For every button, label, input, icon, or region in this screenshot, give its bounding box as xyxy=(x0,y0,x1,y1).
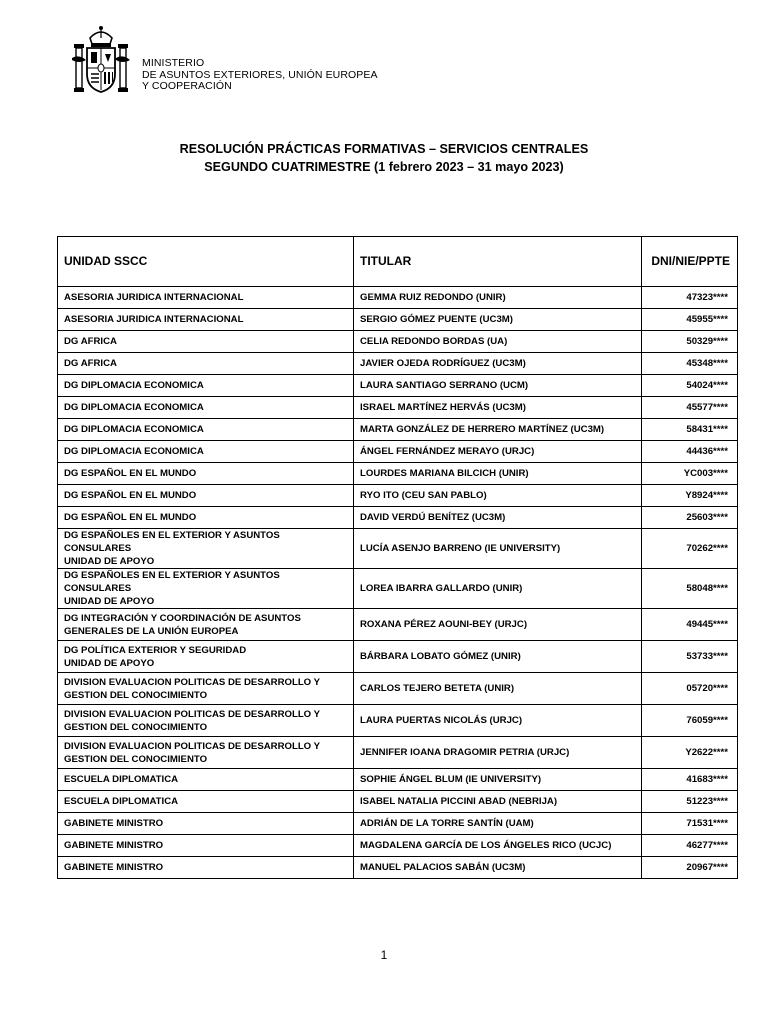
cell-titular: ISRAEL MARTÍNEZ HERVÁS (UC3M) xyxy=(354,397,642,419)
table-row xyxy=(58,419,738,441)
cell-dni: 45348**** xyxy=(642,353,738,375)
cell-titular: BÁRBARA LOBATO GÓMEZ (UNIR) xyxy=(354,641,642,673)
cell-dni: YC003**** xyxy=(642,463,738,485)
cell-unidad xyxy=(58,353,354,375)
assignments-table xyxy=(57,236,738,879)
unidad-line: DIVISION EVALUACION POLITICAS DE DESARROLLO Y xyxy=(64,676,321,688)
table-row xyxy=(58,529,738,569)
cell-unidad xyxy=(58,769,354,791)
cell-dni: 20967**** xyxy=(642,857,738,879)
cell-titular: ISABEL NATALIA PICCINI ABAD (NEBRIJA) xyxy=(354,791,642,813)
cell-unidad xyxy=(58,485,354,507)
cell-dni: 49445**** xyxy=(642,609,738,641)
unidad-line: DG DIPLOMACIA ECONOMICA xyxy=(64,380,204,391)
table-row xyxy=(58,375,738,397)
table-row xyxy=(58,641,738,673)
cell-dni: 58431**** xyxy=(642,419,738,441)
unidad-line: GESTION DEL CONOCIMIENTO xyxy=(64,689,208,701)
cell-unidad xyxy=(58,529,354,569)
table-row xyxy=(58,331,738,353)
ministry-name xyxy=(142,58,378,93)
cell-dni: 51223**** xyxy=(642,791,738,813)
letterhead xyxy=(70,24,378,100)
table-row xyxy=(58,835,738,857)
unidad-line: DG ESPAÑOLES EN EL EXTERIOR Y ASUNTOS CONSULARES xyxy=(64,570,280,594)
table-row xyxy=(58,569,738,609)
cell-unidad xyxy=(58,441,354,463)
cell-dni: 25603**** xyxy=(642,507,738,529)
cell-titular: ROXANA PÉREZ AOUNI-BEY (URJC) xyxy=(354,609,642,641)
cell-titular: LOURDES MARIANA BILCICH (UNIR) xyxy=(354,463,642,485)
cell-dni: 76059**** xyxy=(642,705,738,737)
table-body xyxy=(58,287,738,879)
cell-unidad xyxy=(58,463,354,485)
unidad-line: GABINETE MINISTRO xyxy=(64,862,164,873)
cell-titular: LAURA PUERTAS NICOLÁS (URJC) xyxy=(354,705,642,737)
table-row xyxy=(58,609,738,641)
cell-titular: CARLOS TEJERO BETETA (UNIR) xyxy=(354,673,642,705)
cell-dni: 41683**** xyxy=(642,769,738,791)
table-row xyxy=(58,309,738,331)
cell-dni: Y8924**** xyxy=(642,485,738,507)
ministry-line: DE ASUNTOS EXTERIORES, UNIÓN EUROPEA xyxy=(142,68,378,81)
cell-unidad xyxy=(58,857,354,879)
cell-titular: JENNIFER IOANA DRAGOMIR PETRIA (URJC) xyxy=(354,737,642,769)
cell-dni: 50329**** xyxy=(642,331,738,353)
table-row xyxy=(58,287,738,309)
unidad-line: DG AFRICA xyxy=(64,358,117,369)
cell-titular: RYO ITO (CEU SAN PABLO) xyxy=(354,485,642,507)
cell-unidad xyxy=(58,641,354,673)
table-row xyxy=(58,673,738,705)
cell-unidad xyxy=(58,569,354,609)
unidad-line: DG INTEGRACIÓN Y COORDINACIÓN DE ASUNTOS xyxy=(64,612,301,624)
unidad-line: DG DIPLOMACIA ECONOMICA xyxy=(64,424,204,435)
cell-titular: LUCÍA ASENJO BARRENO (IE UNIVERSITY) xyxy=(354,529,642,569)
table-row xyxy=(58,397,738,419)
title-line-1: RESOLUCIÓN PRÁCTICAS FORMATIVAS – SERVICIOS CENTRALES xyxy=(179,142,589,156)
ministry-line: MINISTERIO xyxy=(142,57,205,69)
unidad-line: DG ESPAÑOLES EN EL EXTERIOR Y ASUNTOS CONSULARES xyxy=(64,530,280,554)
unidad-line: DG ESPAÑOL EN EL MUNDO xyxy=(64,512,197,523)
cell-unidad xyxy=(58,287,354,309)
cell-unidad xyxy=(58,375,354,397)
cell-titular: CELIA REDONDO BORDAS (UA) xyxy=(354,331,642,353)
cell-unidad xyxy=(58,419,354,441)
unidad-line: DG ESPAÑOL EN EL MUNDO xyxy=(64,490,197,501)
page-number: 1 xyxy=(380,948,388,962)
cell-titular: MARTA GONZÁLEZ DE HERRERO MARTÍNEZ (UC3M) xyxy=(354,419,642,441)
cell-titular: GEMMA RUIZ REDONDO (UNIR) xyxy=(354,287,642,309)
header-titular: TITULAR xyxy=(354,237,642,287)
unidad-line: DG DIPLOMACIA ECONOMICA xyxy=(64,402,204,413)
ministry-line: Y COOPERACIÓN xyxy=(142,80,232,92)
cell-unidad xyxy=(58,835,354,857)
unidad-line: DIVISION EVALUACION POLITICAS DE DESARROLLO Y xyxy=(64,740,321,752)
cell-unidad xyxy=(58,673,354,705)
unidad-line: GABINETE MINISTRO xyxy=(64,818,164,829)
unidad-line: DIVISION EVALUACION POLITICAS DE DESARROLLO Y xyxy=(64,708,321,720)
spanish-coat-of-arms-icon xyxy=(70,24,132,100)
unidad-line: GABINETE MINISTRO xyxy=(64,840,164,851)
table-row xyxy=(58,857,738,879)
unidad-line: GENERALES DE LA UNIÓN EUROPEA xyxy=(64,625,239,637)
cell-dni: 54024**** xyxy=(642,375,738,397)
unidad-line: DG DIPLOMACIA ECONOMICA xyxy=(64,446,204,457)
unidad-line: DG AFRICA xyxy=(64,336,117,347)
cell-dni: 45955**** xyxy=(642,309,738,331)
cell-dni: 47323**** xyxy=(642,287,738,309)
cell-dni: 58048**** xyxy=(642,569,738,609)
cell-dni: 71531**** xyxy=(642,813,738,835)
cell-titular: ÁNGEL FERNÁNDEZ MERAYO (URJC) xyxy=(354,441,642,463)
cell-unidad xyxy=(58,705,354,737)
table-row xyxy=(58,705,738,737)
unidad-line: DG ESPAÑOL EN EL MUNDO xyxy=(64,468,197,479)
cell-dni: 70262**** xyxy=(642,529,738,569)
cell-dni: 45577**** xyxy=(642,397,738,419)
unidad-line: ESCUELA DIPLOMATICA xyxy=(64,796,179,807)
cell-unidad xyxy=(58,791,354,813)
unidad-line: GESTION DEL CONOCIMIENTO xyxy=(64,753,208,765)
cell-dni: Y2622**** xyxy=(642,737,738,769)
cell-titular: JAVIER OJEDA RODRÍGUEZ (UC3M) xyxy=(354,353,642,375)
cell-unidad xyxy=(58,813,354,835)
cell-titular: ADRIÁN DE LA TORRE SANTÍN (UAM) xyxy=(354,813,642,835)
unidad-line: UNIDAD DE APOYO xyxy=(64,556,155,567)
unidad-line: UNIDAD DE APOYO xyxy=(64,596,155,607)
cell-dni: 46277**** xyxy=(642,835,738,857)
cell-dni: 05720**** xyxy=(642,673,738,705)
cell-titular: MANUEL PALACIOS SABÁN (UC3M) xyxy=(354,857,642,879)
table-row xyxy=(58,507,738,529)
cell-titular: DAVID VERDÚ BENÍTEZ (UC3M) xyxy=(354,507,642,529)
cell-titular: LAURA SANTIAGO SERRANO (UCM) xyxy=(354,375,642,397)
document-title xyxy=(0,140,768,176)
cell-titular: MAGDALENA GARCÍA DE LOS ÁNGELES RICO (UCJC) xyxy=(354,835,642,857)
unidad-line: ASESORIA JURIDICA INTERNACIONAL xyxy=(64,314,244,325)
unidad-line: ASESORIA JURIDICA INTERNACIONAL xyxy=(64,292,244,303)
table-row xyxy=(58,353,738,375)
unidad-line: GESTION DEL CONOCIMIENTO xyxy=(64,721,208,733)
unidad-line: DG POLÍTICA EXTERIOR Y SEGURIDAD xyxy=(64,644,247,656)
table-row xyxy=(58,813,738,835)
table-row xyxy=(58,737,738,769)
table-row xyxy=(58,769,738,791)
table-row xyxy=(58,485,738,507)
cell-titular: SERGIO GÓMEZ PUENTE (UC3M) xyxy=(354,309,642,331)
header-unidad: UNIDAD SSCC xyxy=(58,237,354,287)
unidad-line: ESCUELA DIPLOMATICA xyxy=(64,774,179,785)
cell-unidad xyxy=(58,507,354,529)
cell-dni: 44436**** xyxy=(642,441,738,463)
cell-titular: LOREA IBARRA GALLARDO (UNIR) xyxy=(354,569,642,609)
cell-unidad xyxy=(58,309,354,331)
table-header-row xyxy=(58,237,738,287)
cell-dni: 53733**** xyxy=(642,641,738,673)
unidad-line: UNIDAD DE APOYO xyxy=(64,657,155,669)
cell-unidad xyxy=(58,397,354,419)
cell-unidad xyxy=(58,331,354,353)
cell-titular: SOPHIE ÁNGEL BLUM (IE UNIVERSITY) xyxy=(354,769,642,791)
cell-unidad xyxy=(58,737,354,769)
title-line-2: SEGUNDO CUATRIMESTRE (1 febrero 2023 – 31 mayo 2023) xyxy=(204,160,564,174)
table-row xyxy=(58,441,738,463)
header-dni: DNI/NIE/PPTE xyxy=(642,237,738,287)
cell-unidad xyxy=(58,609,354,641)
table-row xyxy=(58,791,738,813)
table-row xyxy=(58,463,738,485)
